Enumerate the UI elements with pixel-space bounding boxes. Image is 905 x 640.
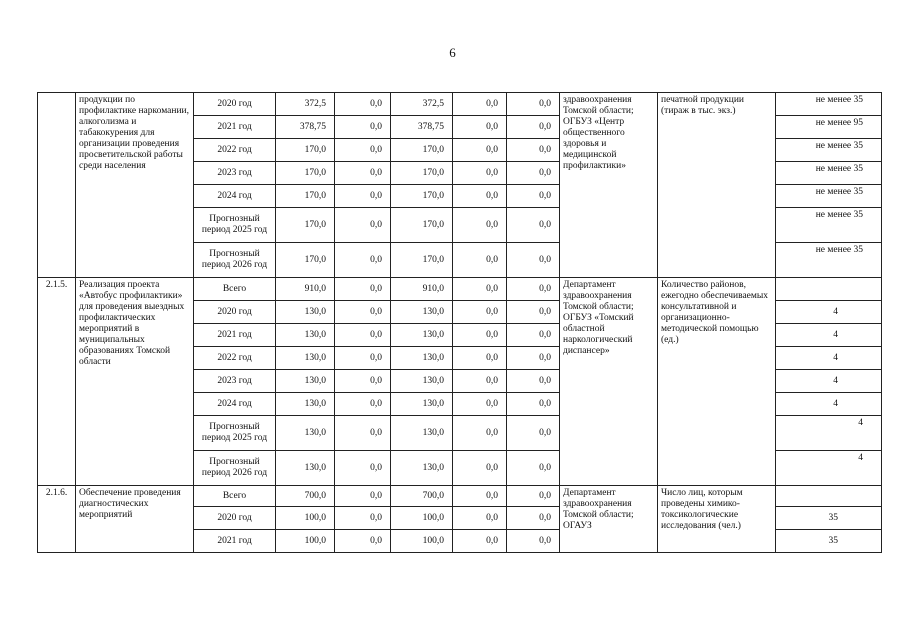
period-cell: 2023 год <box>194 370 276 393</box>
total-cell: 170,0 <box>276 185 335 208</box>
total-cell: 130,0 <box>276 370 335 393</box>
other-cell: 0,0 <box>507 243 560 278</box>
item-name: Реализация проекта «Автобус профилактики» для проведения выездных профилактических мероприятий в муниципальных образованиях Томской области <box>76 278 194 486</box>
period-cell: Всего <box>194 486 276 507</box>
local-cell: 0,0 <box>453 208 507 243</box>
other-cell: 0,0 <box>507 324 560 347</box>
period-cell: 2022 год <box>194 139 276 162</box>
other-cell: 0,0 <box>507 208 560 243</box>
total-cell: 130,0 <box>276 347 335 370</box>
period-cell: Всего <box>194 278 276 301</box>
total-cell: 700,0 <box>276 486 335 507</box>
federal-cell: 0,0 <box>335 486 391 507</box>
indicator-cell: Количество районов, ежегодно обеспечиваемых консультативной и организационно-методической помощью (ед.) <box>658 278 776 486</box>
local-cell: 0,0 <box>453 416 507 451</box>
table-row <box>38 486 882 507</box>
regional-cell: 700,0 <box>391 486 453 507</box>
period-cell: 2021 год <box>194 324 276 347</box>
regional-cell: 372,5 <box>391 93 453 116</box>
period-cell: 2022 год <box>194 347 276 370</box>
federal-cell: 0,0 <box>335 301 391 324</box>
indicator-value-cell: не менее 95 <box>776 116 882 139</box>
federal-cell: 0,0 <box>335 93 391 116</box>
period-cell: 2021 год <box>194 530 276 553</box>
local-cell: 0,0 <box>453 278 507 301</box>
total-cell: 170,0 <box>276 162 335 185</box>
other-cell: 0,0 <box>507 301 560 324</box>
regional-cell: 170,0 <box>391 208 453 243</box>
indicator-value-cell: 35 <box>776 507 882 530</box>
local-cell: 0,0 <box>453 116 507 139</box>
indicator-value-cell: 4 <box>776 370 882 393</box>
local-cell: 0,0 <box>453 93 507 116</box>
item-number <box>38 93 76 278</box>
regional-cell: 130,0 <box>391 393 453 416</box>
total-cell: 100,0 <box>276 507 335 530</box>
period-cell: Прогнозный период 2025 год <box>194 208 276 243</box>
other-cell: 0,0 <box>507 530 560 553</box>
total-cell: 100,0 <box>276 530 335 553</box>
indicator-value-cell: 35 <box>776 530 882 553</box>
local-cell: 0,0 <box>453 243 507 278</box>
indicator-value-cell: не менее 35 <box>776 162 882 185</box>
federal-cell: 0,0 <box>335 507 391 530</box>
table-row <box>38 93 882 116</box>
period-cell: Прогнозный период 2025 год <box>194 416 276 451</box>
indicator-value-cell: 4 <box>776 301 882 324</box>
period-cell: 2021 год <box>194 116 276 139</box>
regional-cell: 130,0 <box>391 416 453 451</box>
local-cell: 0,0 <box>453 451 507 486</box>
other-cell: 0,0 <box>507 507 560 530</box>
item-number: 2.1.5. <box>38 278 76 486</box>
local-cell: 0,0 <box>453 162 507 185</box>
federal-cell: 0,0 <box>335 347 391 370</box>
regional-cell: 170,0 <box>391 162 453 185</box>
local-cell: 0,0 <box>453 324 507 347</box>
regional-cell: 170,0 <box>391 243 453 278</box>
executor-cell: Департамент здравоохранения Томской области; ОГАУЗ <box>560 486 658 553</box>
other-cell: 0,0 <box>507 162 560 185</box>
federal-cell: 0,0 <box>335 530 391 553</box>
indicator-value-cell <box>776 278 882 301</box>
period-cell: Прогнозный период 2026 год <box>194 243 276 278</box>
period-cell: 2023 год <box>194 162 276 185</box>
federal-cell: 0,0 <box>335 243 391 278</box>
item-name: продукции по профилактике наркомании, алкоголизма и табакокурения для организации проведения просветительской работы среди населения <box>76 93 194 278</box>
other-cell: 0,0 <box>507 139 560 162</box>
total-cell: 378,75 <box>276 116 335 139</box>
indicator-value-cell: 4 <box>776 324 882 347</box>
local-cell: 0,0 <box>453 393 507 416</box>
period-cell: 2020 год <box>194 93 276 116</box>
other-cell: 0,0 <box>507 116 560 139</box>
federal-cell: 0,0 <box>335 416 391 451</box>
regional-cell: 130,0 <box>391 301 453 324</box>
regional-cell: 100,0 <box>391 507 453 530</box>
federal-cell: 0,0 <box>335 185 391 208</box>
indicator-cell: печатной продукции (тираж в тыс. экз.) <box>658 93 776 278</box>
federal-cell: 0,0 <box>335 278 391 301</box>
regional-cell: 378,75 <box>391 116 453 139</box>
regional-cell: 910,0 <box>391 278 453 301</box>
indicator-value-cell: не менее 35 <box>776 185 882 208</box>
indicator-value-cell: 4 <box>776 416 882 451</box>
total-cell: 170,0 <box>276 208 335 243</box>
indicator-value-cell: 4 <box>776 347 882 370</box>
other-cell: 0,0 <box>507 93 560 116</box>
total-cell: 170,0 <box>276 139 335 162</box>
total-cell: 130,0 <box>276 416 335 451</box>
local-cell: 0,0 <box>453 185 507 208</box>
total-cell: 130,0 <box>276 451 335 486</box>
indicator-value-cell: не менее 35 <box>776 93 882 116</box>
item-number: 2.1.6. <box>38 486 76 553</box>
indicator-value-cell: 4 <box>776 451 882 486</box>
program-table <box>37 92 882 553</box>
other-cell: 0,0 <box>507 370 560 393</box>
total-cell: 130,0 <box>276 393 335 416</box>
total-cell: 130,0 <box>276 301 335 324</box>
total-cell: 910,0 <box>276 278 335 301</box>
federal-cell: 0,0 <box>335 208 391 243</box>
federal-cell: 0,0 <box>335 324 391 347</box>
executor-cell: Департамент здравоохранения Томской области; ОГБУЗ «Томский областной наркологический диспансер» <box>560 278 658 486</box>
period-cell: Прогнозный период 2026 год <box>194 451 276 486</box>
regional-cell: 130,0 <box>391 370 453 393</box>
item-name: Обеспечение проведения диагностических мероприятий <box>76 486 194 553</box>
federal-cell: 0,0 <box>335 139 391 162</box>
other-cell: 0,0 <box>507 416 560 451</box>
other-cell: 0,0 <box>507 486 560 507</box>
indicator-value-cell: не менее 35 <box>776 243 882 278</box>
federal-cell: 0,0 <box>335 393 391 416</box>
total-cell: 130,0 <box>276 324 335 347</box>
total-cell: 372,5 <box>276 93 335 116</box>
indicator-value-cell <box>776 486 882 507</box>
other-cell: 0,0 <box>507 451 560 486</box>
regional-cell: 100,0 <box>391 530 453 553</box>
other-cell: 0,0 <box>507 278 560 301</box>
indicator-value-cell: не менее 35 <box>776 139 882 162</box>
period-cell: 2024 год <box>194 393 276 416</box>
other-cell: 0,0 <box>507 393 560 416</box>
regional-cell: 130,0 <box>391 451 453 486</box>
indicator-value-cell: 4 <box>776 393 882 416</box>
federal-cell: 0,0 <box>335 370 391 393</box>
local-cell: 0,0 <box>453 370 507 393</box>
other-cell: 0,0 <box>507 347 560 370</box>
total-cell: 170,0 <box>276 243 335 278</box>
period-cell: 2020 год <box>194 301 276 324</box>
indicator-value-cell: не менее 35 <box>776 208 882 243</box>
table-row <box>38 278 882 301</box>
indicator-cell: Число лиц, которым проведены химико-токсикологические исследования (чел.) <box>658 486 776 553</box>
other-cell: 0,0 <box>507 185 560 208</box>
page-number: 6 <box>449 45 456 60</box>
period-cell: 2020 год <box>194 507 276 530</box>
local-cell: 0,0 <box>453 139 507 162</box>
regional-cell: 130,0 <box>391 347 453 370</box>
federal-cell: 0,0 <box>335 162 391 185</box>
federal-cell: 0,0 <box>335 451 391 486</box>
local-cell: 0,0 <box>453 301 507 324</box>
local-cell: 0,0 <box>453 530 507 553</box>
regional-cell: 170,0 <box>391 139 453 162</box>
regional-cell: 130,0 <box>391 324 453 347</box>
executor-cell: здравоохранения Томской области; ОГБУЗ «Центр общественного здоровья и медицинской профилактики» <box>560 93 658 278</box>
federal-cell: 0,0 <box>335 116 391 139</box>
table-body <box>38 93 882 553</box>
local-cell: 0,0 <box>453 486 507 507</box>
local-cell: 0,0 <box>453 347 507 370</box>
regional-cell: 170,0 <box>391 185 453 208</box>
local-cell: 0,0 <box>453 507 507 530</box>
period-cell: 2024 год <box>194 185 276 208</box>
